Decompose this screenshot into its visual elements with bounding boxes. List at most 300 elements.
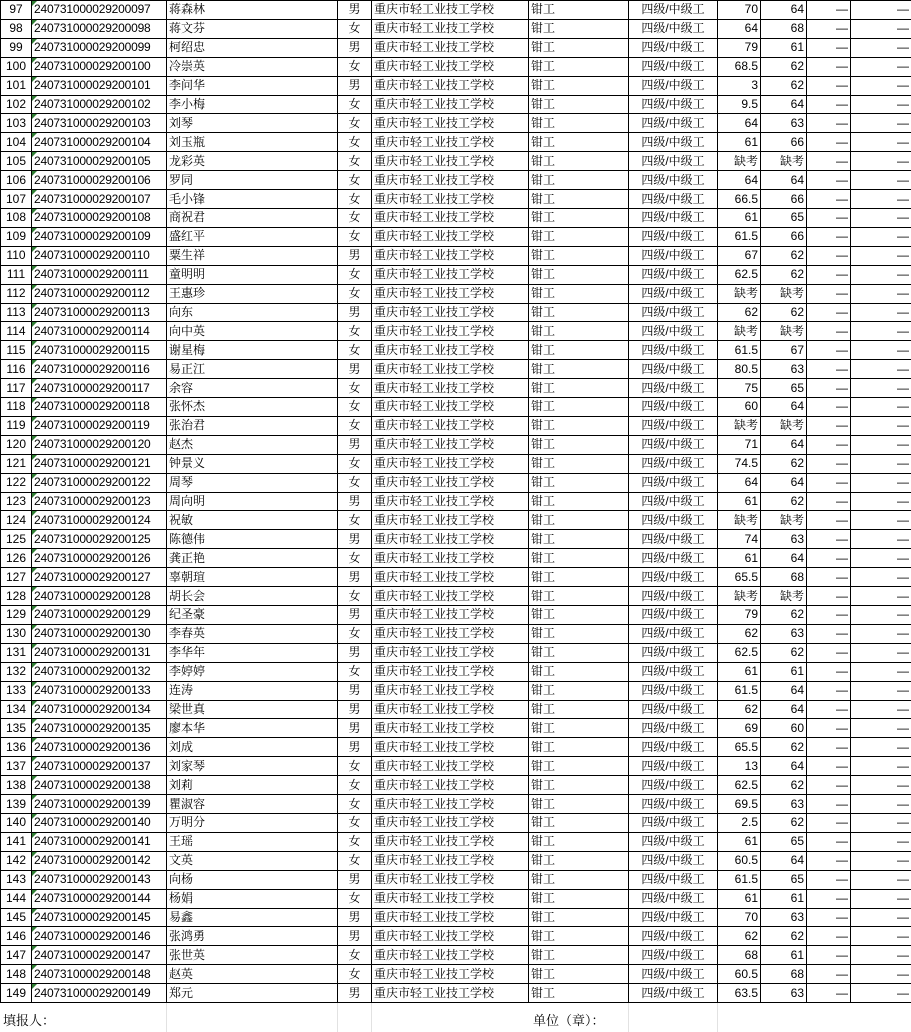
cell-row-number[interactable]: 145 xyxy=(1,908,32,927)
cell-theory-score[interactable]: 68.5 xyxy=(718,57,761,76)
cell-dash-1[interactable]: — xyxy=(807,511,851,530)
cell-dash-2[interactable]: — xyxy=(851,227,911,246)
cell-theory-score[interactable]: 74.5 xyxy=(718,454,761,473)
cell-gender[interactable]: 男 xyxy=(338,435,372,454)
cell-school[interactable]: 重庆市轻工业技工学校 xyxy=(372,492,529,511)
cell-dash-2[interactable]: — xyxy=(851,813,911,832)
cell-level[interactable]: 四级/中级工 xyxy=(629,190,718,209)
cell-school[interactable]: 重庆市轻工业技工学校 xyxy=(372,114,529,133)
cell-school[interactable]: 重庆市轻工业技工学校 xyxy=(372,813,529,832)
cell-practical-score[interactable]: 缺考 xyxy=(761,284,807,303)
cell-dash-2[interactable]: — xyxy=(851,757,911,776)
cell-practical-score[interactable]: 63 xyxy=(761,114,807,133)
cell-row-number[interactable]: 142 xyxy=(1,851,32,870)
cell-theory-score[interactable]: 70 xyxy=(718,1,761,20)
cell-trade[interactable]: 钳工 xyxy=(529,322,629,341)
cell-gender[interactable]: 女 xyxy=(338,813,372,832)
cell-theory-score[interactable]: 64 xyxy=(718,171,761,190)
cell-dash-1[interactable]: — xyxy=(807,568,851,587)
cell-trade[interactable]: 钳工 xyxy=(529,813,629,832)
cell-school[interactable]: 重庆市轻工业技工学校 xyxy=(372,416,529,435)
cell-name[interactable]: 龚正艳 xyxy=(167,549,338,568)
cell-dash-1[interactable]: — xyxy=(807,965,851,984)
cell-school[interactable]: 重庆市轻工业技工学校 xyxy=(372,190,529,209)
cell-dash-1[interactable]: — xyxy=(807,435,851,454)
cell-exam-id[interactable] xyxy=(32,719,167,738)
cell-dash-2[interactable]: — xyxy=(851,851,911,870)
cell-school[interactable]: 重庆市轻工业技工学校 xyxy=(372,870,529,889)
cell-row-number[interactable]: 127 xyxy=(1,568,32,587)
cell-exam-id[interactable] xyxy=(32,379,167,398)
cell-trade[interactable]: 钳工 xyxy=(529,568,629,587)
cell-school[interactable]: 重庆市轻工业技工学校 xyxy=(372,719,529,738)
cell-exam-id[interactable] xyxy=(32,662,167,681)
cell-exam-id[interactable] xyxy=(32,454,167,473)
cell-trade[interactable]: 钳工 xyxy=(529,700,629,719)
cell-trade[interactable]: 钳工 xyxy=(529,719,629,738)
cell-gender[interactable]: 女 xyxy=(338,133,372,152)
cell-name[interactable]: 纪圣豪 xyxy=(167,606,338,625)
cell-level[interactable]: 四级/中级工 xyxy=(629,851,718,870)
cell-level[interactable]: 四级/中级工 xyxy=(629,265,718,284)
cell-name[interactable]: 文英 xyxy=(167,851,338,870)
cell-dash-2[interactable]: — xyxy=(851,568,911,587)
cell-trade[interactable]: 钳工 xyxy=(529,606,629,625)
cell-name[interactable]: 胡长会 xyxy=(167,587,338,606)
cell-gender[interactable]: 男 xyxy=(338,984,372,1003)
cell-level[interactable]: 四级/中级工 xyxy=(629,662,718,681)
cell-school[interactable]: 重庆市轻工业技工学校 xyxy=(372,624,529,643)
cell-exam-id[interactable] xyxy=(32,473,167,492)
cell-practical-score[interactable]: 68 xyxy=(761,568,807,587)
cell-exam-id[interactable] xyxy=(32,851,167,870)
cell-exam-id[interactable] xyxy=(32,813,167,832)
cell-level[interactable]: 四级/中级工 xyxy=(629,95,718,114)
cell-level[interactable]: 四级/中级工 xyxy=(629,246,718,265)
cell-row-number[interactable]: 101 xyxy=(1,76,32,95)
cell-gender[interactable]: 女 xyxy=(338,398,372,417)
cell-school[interactable]: 重庆市轻工业技工学校 xyxy=(372,322,529,341)
cell-name[interactable]: 粟生祥 xyxy=(167,246,338,265)
cell-name[interactable]: 赵英 xyxy=(167,965,338,984)
cell-name[interactable]: 郑元 xyxy=(167,984,338,1003)
cell-dash-2[interactable]: — xyxy=(851,152,911,171)
cell-theory-score[interactable]: 61.5 xyxy=(718,681,761,700)
cell-gender[interactable]: 女 xyxy=(338,322,372,341)
cell-trade[interactable]: 钳工 xyxy=(529,360,629,379)
cell-name[interactable]: 李问华 xyxy=(167,76,338,95)
cell-dash-2[interactable]: — xyxy=(851,719,911,738)
cell-gender[interactable]: 女 xyxy=(338,851,372,870)
cell-dash-2[interactable]: — xyxy=(851,322,911,341)
cell-practical-score[interactable]: 66 xyxy=(761,133,807,152)
cell-theory-score[interactable]: 69 xyxy=(718,719,761,738)
cell-level[interactable]: 四级/中级工 xyxy=(629,776,718,795)
cell-level[interactable]: 四级/中级工 xyxy=(629,284,718,303)
cell-row-number[interactable]: 141 xyxy=(1,832,32,851)
cell-exam-id[interactable] xyxy=(32,76,167,95)
cell-level[interactable]: 四级/中级工 xyxy=(629,38,718,57)
cell-theory-score[interactable]: 缺考 xyxy=(718,322,761,341)
cell-dash-2[interactable]: — xyxy=(851,95,911,114)
cell-exam-id[interactable] xyxy=(32,416,167,435)
cell-name[interactable]: 冷崇英 xyxy=(167,57,338,76)
cell-dash-1[interactable]: — xyxy=(807,851,851,870)
cell-school[interactable]: 重庆市轻工业技工学校 xyxy=(372,984,529,1003)
cell-exam-id[interactable] xyxy=(32,227,167,246)
cell-practical-score[interactable]: 61 xyxy=(761,946,807,965)
cell-level[interactable]: 四级/中级工 xyxy=(629,795,718,814)
cell-practical-score[interactable]: 64 xyxy=(761,1,807,20)
cell-name[interactable]: 钟景义 xyxy=(167,454,338,473)
cell-row-number[interactable]: 133 xyxy=(1,681,32,700)
cell-school[interactable]: 重庆市轻工业技工学校 xyxy=(372,360,529,379)
cell-dash-2[interactable]: — xyxy=(851,1,911,20)
cell-gender[interactable]: 女 xyxy=(338,208,372,227)
cell-dash-2[interactable]: — xyxy=(851,681,911,700)
cell-gender[interactable]: 女 xyxy=(338,19,372,38)
cell-dash-2[interactable]: — xyxy=(851,454,911,473)
cell-practical-score[interactable]: 62 xyxy=(761,303,807,322)
cell-gender[interactable]: 男 xyxy=(338,870,372,889)
cell-dash-2[interactable]: — xyxy=(851,435,911,454)
cell-name[interactable]: 李春英 xyxy=(167,624,338,643)
cell-dash-2[interactable]: — xyxy=(851,795,911,814)
cell-name[interactable]: 刘琴 xyxy=(167,114,338,133)
cell-level[interactable]: 四级/中级工 xyxy=(629,700,718,719)
cell-theory-score[interactable]: 缺考 xyxy=(718,587,761,606)
cell-dash-1[interactable]: — xyxy=(807,776,851,795)
cell-school[interactable]: 重庆市轻工业技工学校 xyxy=(372,57,529,76)
cell-level[interactable]: 四级/中级工 xyxy=(629,152,718,171)
cell-trade[interactable]: 钳工 xyxy=(529,889,629,908)
cell-trade[interactable]: 钳工 xyxy=(529,19,629,38)
cell-exam-id[interactable] xyxy=(32,492,167,511)
cell-trade[interactable]: 钳工 xyxy=(529,38,629,57)
cell-school[interactable]: 重庆市轻工业技工学校 xyxy=(372,398,529,417)
cell-exam-id[interactable] xyxy=(32,587,167,606)
cell-school[interactable]: 重庆市轻工业技工学校 xyxy=(372,133,529,152)
cell-dash-2[interactable]: — xyxy=(851,19,911,38)
cell-practical-score[interactable]: 62 xyxy=(761,738,807,757)
cell-level[interactable]: 四级/中级工 xyxy=(629,984,718,1003)
cell-dash-1[interactable]: — xyxy=(807,719,851,738)
cell-dash-2[interactable]: — xyxy=(851,965,911,984)
cell-dash-1[interactable]: — xyxy=(807,95,851,114)
cell-row-number[interactable]: 116 xyxy=(1,360,32,379)
cell-name[interactable]: 商祝君 xyxy=(167,208,338,227)
cell-practical-score[interactable]: 缺考 xyxy=(761,587,807,606)
cell-exam-id[interactable] xyxy=(32,927,167,946)
cell-practical-score[interactable]: 65 xyxy=(761,379,807,398)
cell-level[interactable]: 四级/中级工 xyxy=(629,681,718,700)
cell-theory-score[interactable]: 61 xyxy=(718,549,761,568)
cell-practical-score[interactable]: 缺考 xyxy=(761,511,807,530)
cell-dash-2[interactable]: — xyxy=(851,76,911,95)
cell-dash-1[interactable]: — xyxy=(807,398,851,417)
cell-dash-2[interactable]: — xyxy=(851,190,911,209)
cell-name[interactable]: 余容 xyxy=(167,379,338,398)
cell-practical-score[interactable]: 62 xyxy=(761,606,807,625)
cell-trade[interactable]: 钳工 xyxy=(529,738,629,757)
cell-theory-score[interactable]: 65.5 xyxy=(718,568,761,587)
cell-exam-id[interactable] xyxy=(32,908,167,927)
cell-name[interactable]: 瞿淑容 xyxy=(167,795,338,814)
cell-school[interactable]: 重庆市轻工业技工学校 xyxy=(372,246,529,265)
cell-practical-score[interactable]: 62 xyxy=(761,57,807,76)
cell-exam-id[interactable] xyxy=(32,757,167,776)
cell-theory-score[interactable]: 80.5 xyxy=(718,360,761,379)
cell-theory-score[interactable]: 62.5 xyxy=(718,643,761,662)
cell-school[interactable]: 重庆市轻工业技工学校 xyxy=(372,889,529,908)
cell-practical-score[interactable]: 62 xyxy=(761,776,807,795)
cell-row-number[interactable]: 102 xyxy=(1,95,32,114)
cell-gender[interactable]: 女 xyxy=(338,946,372,965)
cell-row-number[interactable]: 134 xyxy=(1,700,32,719)
cell-trade[interactable]: 钳工 xyxy=(529,473,629,492)
cell-trade[interactable]: 钳工 xyxy=(529,549,629,568)
cell-level[interactable]: 四级/中级工 xyxy=(629,908,718,927)
cell-dash-2[interactable]: — xyxy=(851,908,911,927)
cell-trade[interactable]: 钳工 xyxy=(529,246,629,265)
cell-name[interactable]: 向中英 xyxy=(167,322,338,341)
cell-level[interactable]: 四级/中级工 xyxy=(629,416,718,435)
cell-theory-score[interactable]: 70 xyxy=(718,908,761,927)
cell-exam-id[interactable] xyxy=(32,965,167,984)
cell-name[interactable]: 王瑶 xyxy=(167,832,338,851)
cell-exam-id[interactable] xyxy=(32,530,167,549)
cell-practical-score[interactable]: 63 xyxy=(761,795,807,814)
cell-name[interactable]: 谢星梅 xyxy=(167,341,338,360)
cell-dash-1[interactable]: — xyxy=(807,587,851,606)
cell-row-number[interactable]: 104 xyxy=(1,133,32,152)
cell-trade[interactable]: 钳工 xyxy=(529,530,629,549)
cell-school[interactable]: 重庆市轻工业技工学校 xyxy=(372,587,529,606)
cell-exam-id[interactable] xyxy=(32,776,167,795)
cell-practical-score[interactable]: 62 xyxy=(761,813,807,832)
cell-trade[interactable]: 钳工 xyxy=(529,757,629,776)
cell-dash-1[interactable]: — xyxy=(807,265,851,284)
cell-gender[interactable]: 女 xyxy=(338,152,372,171)
cell-trade[interactable]: 钳工 xyxy=(529,492,629,511)
cell-dash-1[interactable]: — xyxy=(807,643,851,662)
cell-school[interactable]: 重庆市轻工业技工学校 xyxy=(372,208,529,227)
cell-trade[interactable]: 钳工 xyxy=(529,662,629,681)
cell-level[interactable]: 四级/中级工 xyxy=(629,813,718,832)
cell-theory-score[interactable]: 62 xyxy=(718,624,761,643)
cell-dash-1[interactable]: — xyxy=(807,870,851,889)
cell-trade[interactable]: 钳工 xyxy=(529,435,629,454)
cell-dash-1[interactable]: — xyxy=(807,38,851,57)
cell-level[interactable]: 四级/中级工 xyxy=(629,76,718,95)
cell-trade[interactable]: 钳工 xyxy=(529,152,629,171)
cell-trade[interactable]: 钳工 xyxy=(529,171,629,190)
cell-practical-score[interactable]: 68 xyxy=(761,965,807,984)
cell-trade[interactable]: 钳工 xyxy=(529,76,629,95)
cell-gender[interactable]: 女 xyxy=(338,889,372,908)
cell-gender[interactable]: 女 xyxy=(338,171,372,190)
cell-row-number[interactable]: 131 xyxy=(1,643,32,662)
cell-level[interactable]: 四级/中级工 xyxy=(629,208,718,227)
cell-gender[interactable]: 男 xyxy=(338,303,372,322)
cell-school[interactable]: 重庆市轻工业技工学校 xyxy=(372,171,529,190)
cell-practical-score[interactable]: 缺考 xyxy=(761,416,807,435)
cell-row-number[interactable]: 98 xyxy=(1,19,32,38)
cell-dash-1[interactable]: — xyxy=(807,738,851,757)
cell-name[interactable]: 张怀杰 xyxy=(167,398,338,417)
cell-name[interactable]: 刘成 xyxy=(167,738,338,757)
cell-dash-1[interactable]: — xyxy=(807,152,851,171)
cell-exam-id[interactable] xyxy=(32,946,167,965)
cell-school[interactable]: 重庆市轻工业技工学校 xyxy=(372,606,529,625)
cell-dash-2[interactable]: — xyxy=(851,492,911,511)
cell-practical-score[interactable]: 64 xyxy=(761,700,807,719)
cell-dash-2[interactable]: — xyxy=(851,927,911,946)
cell-level[interactable]: 四级/中级工 xyxy=(629,171,718,190)
cell-row-number[interactable]: 115 xyxy=(1,341,32,360)
cell-exam-id[interactable] xyxy=(32,643,167,662)
cell-school[interactable]: 重庆市轻工业技工学校 xyxy=(372,152,529,171)
cell-name[interactable]: 王惠珍 xyxy=(167,284,338,303)
cell-exam-id[interactable] xyxy=(32,700,167,719)
cell-dash-1[interactable]: — xyxy=(807,624,851,643)
cell-school[interactable]: 重庆市轻工业技工学校 xyxy=(372,832,529,851)
cell-row-number[interactable]: 105 xyxy=(1,152,32,171)
cell-exam-id[interactable] xyxy=(32,549,167,568)
cell-gender[interactable]: 男 xyxy=(338,738,372,757)
cell-name[interactable]: 柯绍忠 xyxy=(167,38,338,57)
cell-dash-1[interactable]: — xyxy=(807,492,851,511)
cell-gender[interactable]: 男 xyxy=(338,568,372,587)
cell-gender[interactable]: 女 xyxy=(338,416,372,435)
cell-dash-2[interactable]: — xyxy=(851,587,911,606)
cell-gender[interactable]: 女 xyxy=(338,57,372,76)
cell-exam-id[interactable] xyxy=(32,832,167,851)
cell-trade[interactable]: 钳工 xyxy=(529,624,629,643)
cell-dash-1[interactable]: — xyxy=(807,19,851,38)
cell-theory-score[interactable]: 61 xyxy=(718,662,761,681)
cell-practical-score[interactable]: 62 xyxy=(761,454,807,473)
cell-trade[interactable]: 钳工 xyxy=(529,341,629,360)
cell-row-number[interactable]: 117 xyxy=(1,379,32,398)
cell-exam-id[interactable] xyxy=(32,57,167,76)
cell-dash-1[interactable]: — xyxy=(807,133,851,152)
cell-exam-id[interactable] xyxy=(32,511,167,530)
cell-row-number[interactable]: 149 xyxy=(1,984,32,1003)
cell-trade[interactable]: 钳工 xyxy=(529,832,629,851)
cell-level[interactable]: 四级/中级工 xyxy=(629,889,718,908)
cell-level[interactable]: 四级/中级工 xyxy=(629,530,718,549)
cell-gender[interactable]: 女 xyxy=(338,549,372,568)
cell-dash-2[interactable]: — xyxy=(851,624,911,643)
cell-practical-score[interactable]: 62 xyxy=(761,927,807,946)
cell-exam-id[interactable] xyxy=(32,133,167,152)
cell-theory-score[interactable]: 79 xyxy=(718,38,761,57)
cell-dash-1[interactable]: — xyxy=(807,416,851,435)
cell-practical-score[interactable]: 68 xyxy=(761,19,807,38)
cell-level[interactable]: 四级/中级工 xyxy=(629,946,718,965)
cell-theory-score[interactable]: 61 xyxy=(718,208,761,227)
cell-dash-1[interactable]: — xyxy=(807,57,851,76)
cell-dash-2[interactable]: — xyxy=(851,360,911,379)
cell-name[interactable]: 李婷婷 xyxy=(167,662,338,681)
cell-dash-1[interactable]: — xyxy=(807,662,851,681)
cell-row-number[interactable]: 109 xyxy=(1,227,32,246)
cell-trade[interactable]: 钳工 xyxy=(529,398,629,417)
cell-dash-2[interactable]: — xyxy=(851,738,911,757)
cell-school[interactable]: 重庆市轻工业技工学校 xyxy=(372,927,529,946)
cell-gender[interactable]: 男 xyxy=(338,246,372,265)
cell-dash-1[interactable]: — xyxy=(807,190,851,209)
cell-theory-score[interactable]: 61 xyxy=(718,133,761,152)
cell-school[interactable]: 重庆市轻工业技工学校 xyxy=(372,1,529,20)
cell-school[interactable]: 重庆市轻工业技工学校 xyxy=(372,454,529,473)
cell-dash-1[interactable]: — xyxy=(807,284,851,303)
cell-name[interactable]: 李小梅 xyxy=(167,95,338,114)
cell-school[interactable]: 重庆市轻工业技工学校 xyxy=(372,530,529,549)
cell-gender[interactable]: 男 xyxy=(338,38,372,57)
cell-name[interactable]: 刘玉瓶 xyxy=(167,133,338,152)
cell-level[interactable]: 四级/中级工 xyxy=(629,133,718,152)
cell-gender[interactable]: 女 xyxy=(338,379,372,398)
cell-name[interactable]: 张治君 xyxy=(167,416,338,435)
cell-trade[interactable]: 钳工 xyxy=(529,379,629,398)
cell-theory-score[interactable]: 62.5 xyxy=(718,265,761,284)
cell-row-number[interactable]: 137 xyxy=(1,757,32,776)
cell-dash-2[interactable]: — xyxy=(851,284,911,303)
cell-exam-id[interactable] xyxy=(32,398,167,417)
cell-row-number[interactable]: 108 xyxy=(1,208,32,227)
cell-exam-id[interactable] xyxy=(32,284,167,303)
cell-row-number[interactable]: 135 xyxy=(1,719,32,738)
cell-theory-score[interactable]: 62 xyxy=(718,700,761,719)
cell-theory-score[interactable]: 缺考 xyxy=(718,284,761,303)
cell-trade[interactable]: 钳工 xyxy=(529,190,629,209)
cell-dash-2[interactable]: — xyxy=(851,776,911,795)
cell-gender[interactable]: 男 xyxy=(338,719,372,738)
cell-dash-2[interactable]: — xyxy=(851,208,911,227)
cell-dash-1[interactable]: — xyxy=(807,606,851,625)
cell-name[interactable]: 龙彩英 xyxy=(167,152,338,171)
cell-theory-score[interactable]: 60.5 xyxy=(718,965,761,984)
cell-theory-score[interactable]: 75 xyxy=(718,379,761,398)
cell-gender[interactable]: 女 xyxy=(338,454,372,473)
cell-row-number[interactable]: 103 xyxy=(1,114,32,133)
cell-dash-1[interactable]: — xyxy=(807,530,851,549)
cell-level[interactable]: 四级/中级工 xyxy=(629,398,718,417)
cell-trade[interactable]: 钳工 xyxy=(529,984,629,1003)
cell-dash-1[interactable]: — xyxy=(807,454,851,473)
cell-practical-score[interactable]: 63 xyxy=(761,984,807,1003)
cell-dash-2[interactable]: — xyxy=(851,57,911,76)
cell-school[interactable]: 重庆市轻工业技工学校 xyxy=(372,946,529,965)
cell-dash-1[interactable]: — xyxy=(807,227,851,246)
cell-theory-score[interactable]: 65.5 xyxy=(718,738,761,757)
cell-trade[interactable]: 钳工 xyxy=(529,95,629,114)
cell-exam-id[interactable] xyxy=(32,606,167,625)
cell-trade[interactable]: 钳工 xyxy=(529,587,629,606)
cell-dash-2[interactable]: — xyxy=(851,549,911,568)
cell-dash-2[interactable]: — xyxy=(851,341,911,360)
cell-exam-id[interactable] xyxy=(32,435,167,454)
cell-name[interactable]: 蒋森林 xyxy=(167,1,338,20)
cell-level[interactable]: 四级/中级工 xyxy=(629,492,718,511)
cell-theory-score[interactable]: 61 xyxy=(718,889,761,908)
cell-theory-score[interactable]: 13 xyxy=(718,757,761,776)
cell-name[interactable]: 向杨 xyxy=(167,870,338,889)
cell-theory-score[interactable]: 79 xyxy=(718,606,761,625)
cell-row-number[interactable]: 132 xyxy=(1,662,32,681)
